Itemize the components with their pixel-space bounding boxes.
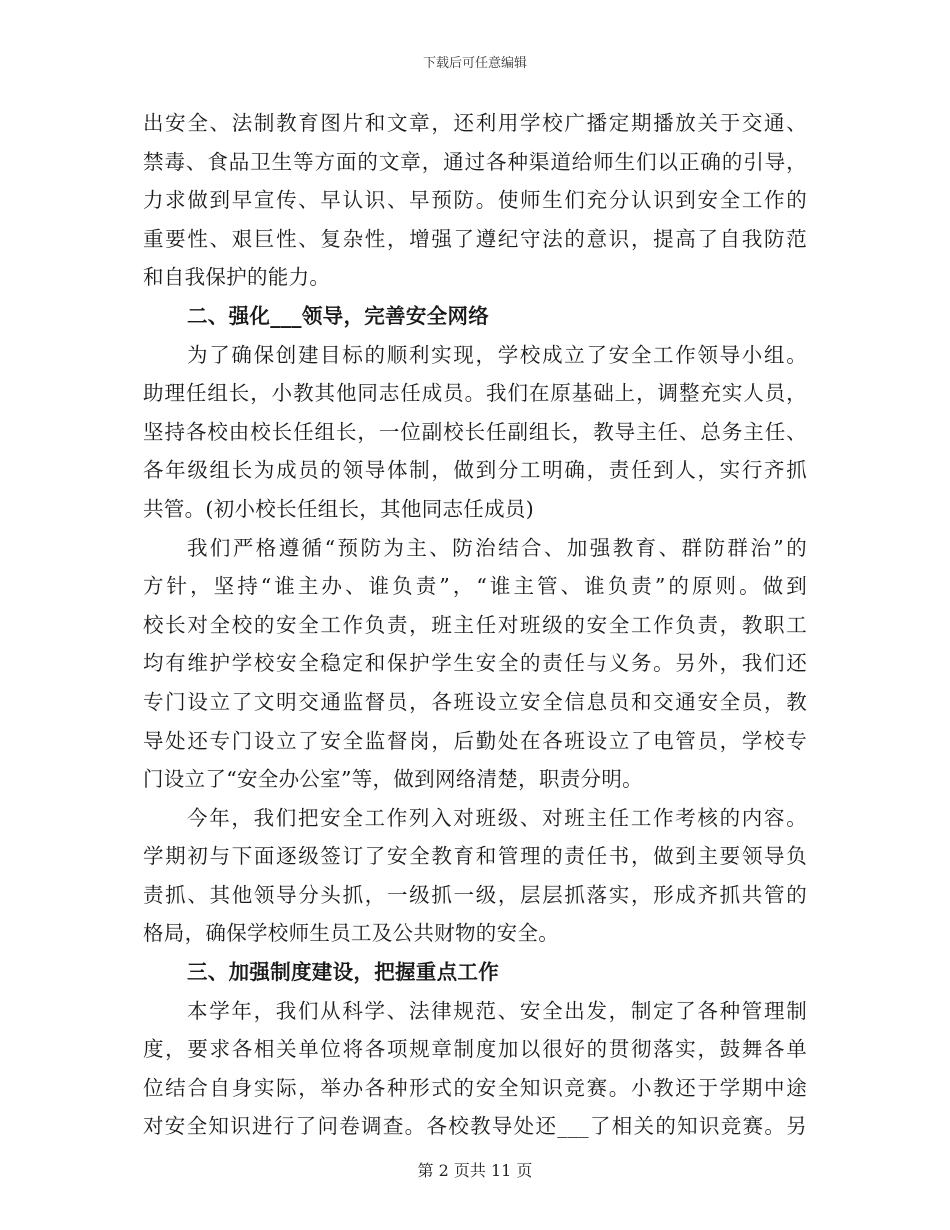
text-line: 度，要求各相关单位将各项规章制度加以很好的贯彻落实，鼓舞各单 — [143, 1037, 807, 1062]
text-line: 本学年，我们从科学、法律规范、安全出发，制定了各种管理制 — [187, 998, 807, 1023]
text-line: 专门设立了文明交通监督员，各班设立安全信息员和交通安全员，教 — [143, 689, 807, 714]
text-line: 共管。(初小校长任组长，其他同志任成员) — [143, 496, 534, 521]
text-line: 禁毒、食品卫生等方面的文章，通过各种渠道给师生们以正确的引导， — [143, 149, 807, 174]
text-line: 均有维护学校安全稳定和保护学生安全的责任与义务。另外，我们还 — [143, 651, 807, 676]
text-line: 力求做到早宣传、早认识、早预防。使师生们充分认识到安全工作的 — [143, 188, 807, 213]
text-line: 和自我保护的能力。 — [143, 265, 331, 290]
page-header: 下载后可任意编辑 — [422, 56, 527, 71]
section-heading: 二、强化___领导，完善安全网络 — [187, 303, 490, 328]
text-line: 为了确保创建目标的顺利实现，学校成立了安全工作领导小组。 — [187, 342, 807, 367]
text-line: 格局，确保学校师生员工及公共财物的安全。 — [143, 921, 559, 946]
text-line: 对安全知识进行了问卷调查。各校教导处还___了相关的知识竞赛。另 — [143, 1114, 807, 1139]
text-line: 方针，坚持“谁主办、谁负责”，“谁主管、谁负责”的原则。做到 — [143, 574, 807, 599]
text-line: 门设立了“安全办公室”等，做到网络清楚，职责分明。 — [143, 767, 643, 792]
page-number: 第 2 页共 11 页 — [417, 1161, 533, 1180]
text-line: 校长对全校的安全工作负责，班主任对班级的安全工作负责，教职工 — [143, 612, 807, 637]
text-line: 出安全、法制教育图片和文章，还利用学校广播定期播放关于交通、 — [143, 111, 807, 135]
section-heading: 三、加强制度建设，把握重点工作 — [187, 960, 499, 985]
text-line: 位结合自身实际，举办各种形式的安全知识竞赛。小教还于学期中途 — [143, 1075, 807, 1100]
text-line: 责抓、其他领导分头抓，一级抓一级，层层抓落实，形成齐抓共管的 — [143, 882, 807, 907]
text-line: 各年级组长为成员的领导体制，做到分工明确，责任到人，实行齐抓 — [143, 458, 807, 483]
document-body — [143, 104, 807, 1146]
text-line: 坚持各校由校长任组长，一位副校长任副组长，教导主任、总务主任、 — [143, 419, 807, 444]
text-line: 重要性、艰巨性、复杂性，增强了遵纪守法的意识，提高了自我防范 — [143, 226, 807, 251]
text-line: 导处还专门设立了安全监督岗，后勤处在各班设立了电管员，学校专 — [143, 728, 807, 753]
text-line: 今年，我们把安全工作列入对班级、对班主任工作考核的内容。 — [187, 805, 807, 830]
text-line: 助理任组长，小教其他同志任成员。我们在原基础上，调整充实人员， — [143, 381, 807, 406]
text-line: 我们严格遵循“预防为主、防治结合、加强教育、群防群治”的 — [187, 535, 807, 560]
text-line: 学期初与下面逐级签订了安全教育和管理的责任书，做到主要领导负 — [143, 844, 807, 869]
